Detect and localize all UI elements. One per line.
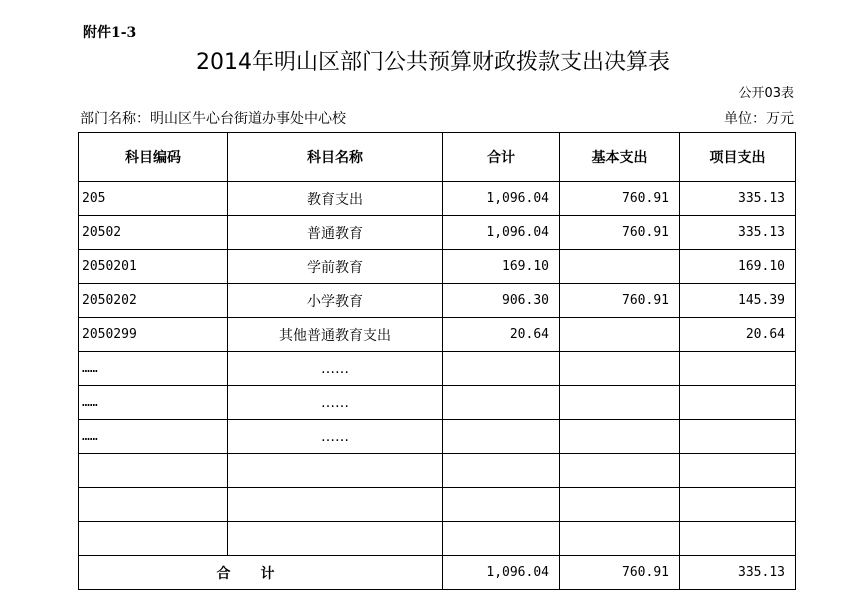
cell-basic bbox=[560, 250, 680, 284]
cell-code: …… bbox=[79, 420, 228, 454]
cell-project: 335.13 bbox=[680, 182, 796, 216]
table-row bbox=[79, 284, 796, 318]
header-code: 科目编码 bbox=[79, 133, 228, 182]
cell-code: 2050201 bbox=[79, 250, 228, 284]
table-row bbox=[79, 216, 796, 250]
table-header-row bbox=[79, 133, 796, 182]
cell-basic bbox=[560, 488, 680, 522]
cell-total: 20.64 bbox=[443, 318, 560, 352]
cell-project: 169.10 bbox=[680, 250, 796, 284]
cell-total bbox=[443, 488, 560, 522]
department-label: 部门名称：明山区牛心台街道办事处中心校 bbox=[80, 111, 346, 127]
cell-name: 教育支出 bbox=[228, 182, 443, 216]
header-project: 项目支出 bbox=[680, 133, 796, 182]
cell-code bbox=[79, 488, 228, 522]
cell-project bbox=[680, 420, 796, 454]
cell-basic bbox=[560, 454, 680, 488]
cell-basic bbox=[560, 386, 680, 420]
table-total-row bbox=[79, 556, 796, 590]
cell-code bbox=[79, 522, 228, 556]
cell-basic bbox=[560, 420, 680, 454]
total-sum: 1,096.04 bbox=[443, 556, 560, 590]
cell-basic bbox=[560, 318, 680, 352]
cell-total bbox=[443, 420, 560, 454]
cell-basic: 760.91 bbox=[560, 216, 680, 250]
total-basic: 760.91 bbox=[560, 556, 680, 590]
cell-name: 小学教育 bbox=[228, 284, 443, 318]
table-row bbox=[79, 352, 796, 386]
table-row bbox=[79, 318, 796, 352]
cell-project bbox=[680, 522, 796, 556]
cell-basic bbox=[560, 352, 680, 386]
attachment-label: 附件1-3 bbox=[83, 25, 137, 41]
page-title: 2014年明山区部门公共预算财政拨款支出决算表 bbox=[196, 50, 670, 75]
cell-project bbox=[680, 488, 796, 522]
cell-name bbox=[228, 522, 443, 556]
cell-code: …… bbox=[79, 352, 228, 386]
cell-project: 145.39 bbox=[680, 284, 796, 318]
header-name: 科目名称 bbox=[228, 133, 443, 182]
cell-total: 1,096.04 bbox=[443, 182, 560, 216]
cell-project bbox=[680, 386, 796, 420]
form-code: 公开03表 bbox=[738, 86, 794, 101]
unit-label: 单位：万元 bbox=[724, 111, 794, 127]
cell-code: 20502 bbox=[79, 216, 228, 250]
cell-code: …… bbox=[79, 386, 228, 420]
table-row bbox=[79, 488, 796, 522]
cell-code: 2050202 bbox=[79, 284, 228, 318]
table-row bbox=[79, 386, 796, 420]
cell-name: …… bbox=[228, 386, 443, 420]
cell-total: 906.30 bbox=[443, 284, 560, 318]
total-label: 合计 bbox=[79, 556, 443, 590]
header-total: 合计 bbox=[443, 133, 560, 182]
total-project: 335.13 bbox=[680, 556, 796, 590]
cell-basic: 760.91 bbox=[560, 284, 680, 318]
cell-total: 1,096.04 bbox=[443, 216, 560, 250]
table-row bbox=[79, 420, 796, 454]
cell-project: 20.64 bbox=[680, 318, 796, 352]
cell-name: …… bbox=[228, 420, 443, 454]
cell-basic bbox=[560, 522, 680, 556]
cell-total bbox=[443, 352, 560, 386]
cell-basic: 760.91 bbox=[560, 182, 680, 216]
cell-project bbox=[680, 454, 796, 488]
expenditure-table bbox=[78, 132, 796, 590]
table-row bbox=[79, 250, 796, 284]
table-row bbox=[79, 522, 796, 556]
cell-total bbox=[443, 386, 560, 420]
cell-name: 普通教育 bbox=[228, 216, 443, 250]
cell-name: 学前教育 bbox=[228, 250, 443, 284]
cell-name bbox=[228, 488, 443, 522]
cell-code bbox=[79, 454, 228, 488]
cell-name: 其他普通教育支出 bbox=[228, 318, 443, 352]
cell-code: 205 bbox=[79, 182, 228, 216]
cell-total bbox=[443, 454, 560, 488]
cell-name bbox=[228, 454, 443, 488]
cell-total bbox=[443, 522, 560, 556]
table-row bbox=[79, 454, 796, 488]
header-basic: 基本支出 bbox=[560, 133, 680, 182]
cell-name: …… bbox=[228, 352, 443, 386]
cell-code: 2050299 bbox=[79, 318, 228, 352]
table-row bbox=[79, 182, 796, 216]
cell-project: 335.13 bbox=[680, 216, 796, 250]
cell-project bbox=[680, 352, 796, 386]
cell-total: 169.10 bbox=[443, 250, 560, 284]
